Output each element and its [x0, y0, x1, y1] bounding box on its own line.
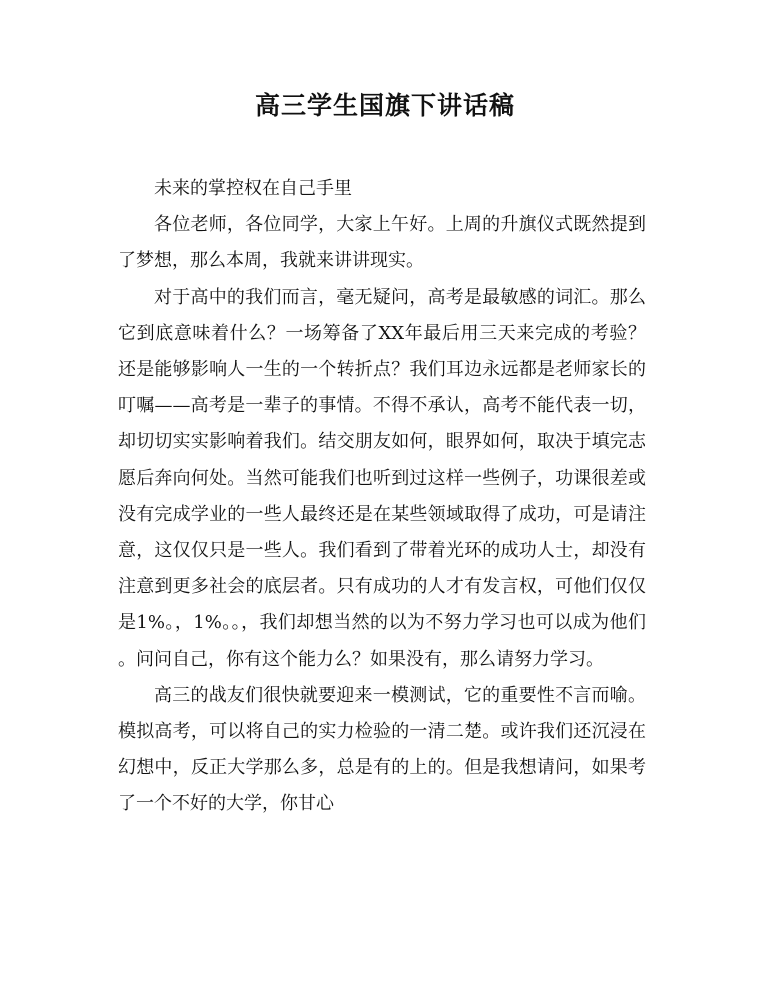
paragraph-subtitle: 未来的掌控权在自己手里	[154, 178, 352, 199]
paragraph-mock-exam: 高三的战友们很快就要迎来一模测试，它的重要性不言而喻。模拟高考，可以将自己的实力检验的一清二楚。或许我们还沉浸在幻想中，反正大学那么多，总是有的上的。但是我想请问，如果考了一个不好的大学，你甘心	[118, 684, 646, 815]
paragraph-gaokao: 对于高中的我们而言，毫无疑问，高考是最敏感的词汇。那么它到底意味着什么？一场筹备了XX年最后用三天来完成的考验？还是能够影响人一生的一个转折点？我们耳边永远都是老师家长的叮嘱——高考是一辈子的事情。不得不承认，高考不能代表一切，却切切实实影响着我们。结交朋友如何，眼界如何，取决于填完志愿后奔向何处。当然可能我们也听到过这样一些例子，功课很差或没有完成学业的一些人最终还是在某些领域取得了成功，可是请注意，这仅仅只是一些人。我们看到了带着光环的成功人士，却没有注意到更多社会的底层者。只有成功的人才有发言权，可他们仅仅是1%。，1%。。，我们却想当然的以为不努力学习也可以成为他们。问问自己，你有这个能力么？如果没有，那么请努力学习。	[118, 286, 646, 670]
document-body	[118, 171, 646, 823]
document-title: 高三学生国旗下讲话稿	[254, 91, 515, 120]
paragraph-greeting: 各位老师，各位同学，大家上午好。上周的升旗仪式既然提到了梦想，那么本周，我就来讲讲现实。	[118, 214, 646, 272]
